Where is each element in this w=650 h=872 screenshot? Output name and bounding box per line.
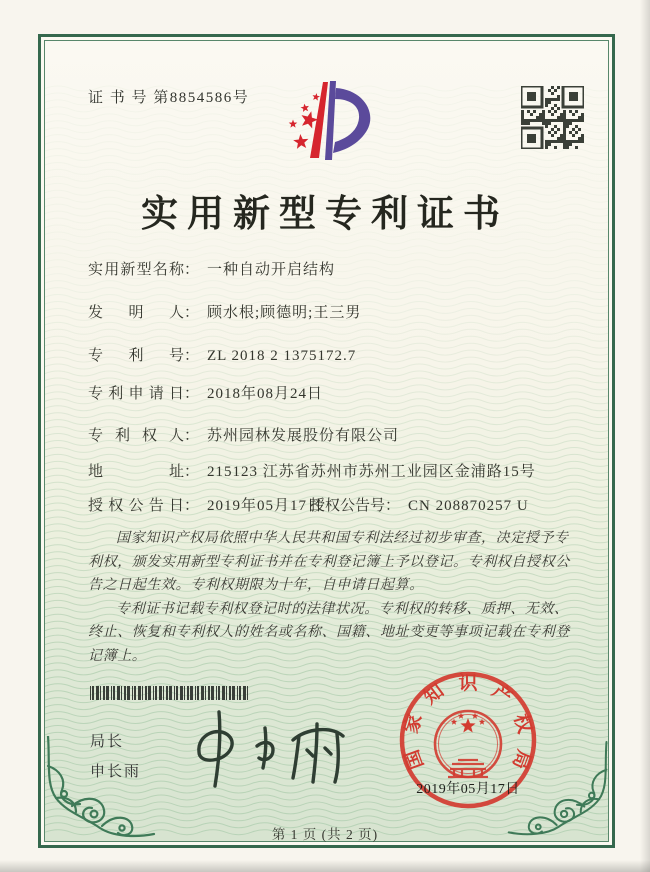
field-label: 发明人 (88, 305, 184, 321)
field-value: 苏州园林发展股份有限公司 (207, 428, 400, 444)
field-value: 215123 江苏省苏州市苏州工业园区金浦路15号 (207, 464, 536, 480)
field-row-patent-no (88, 344, 356, 365)
field-label: 授权公告号 (310, 498, 386, 514)
field-label: 授权公告日 (88, 498, 184, 514)
signer-name: 申长雨 (90, 764, 142, 780)
field-colon: ： (184, 386, 200, 402)
field-row-filing-date (88, 382, 323, 403)
page-footer: 第 1 页 (共 2 页) (271, 827, 379, 842)
legal-paragraph-1: 国家知识产权局依照中华人民共和国专利法经过初步审查，决定授予专利权，颁发实用新型专利证书并在专利登记簿上予以登记。专利权自授权公告之日起生效。专利权期限为十年，自申请日起算。 (88, 531, 570, 593)
svg-text:家: 家 (401, 711, 427, 736)
field-row-grant-no (310, 494, 529, 515)
field-row-address (88, 460, 536, 481)
scan-edge-shadow (640, 0, 650, 872)
svg-text:知: 知 (420, 680, 449, 709)
field-colon: ： (184, 305, 200, 321)
seal-date: 2019年05月17日 (416, 782, 520, 797)
field-colon: ： (184, 262, 200, 278)
svg-text:产: 产 (487, 680, 516, 709)
field-row-patentee (88, 424, 399, 445)
field-label: 专利申请日 (88, 386, 184, 402)
svg-text:国: 国 (401, 746, 429, 772)
field-colon: ： (184, 428, 200, 444)
field-value: 顾水根;顾德明;王三男 (207, 305, 362, 321)
svg-text:局: 局 (507, 746, 535, 772)
qr-code (521, 86, 584, 149)
legal-text (88, 527, 580, 668)
svg-text:权: 权 (509, 711, 535, 736)
field-label: 实用新型名称 (88, 262, 184, 278)
field-label: 专利号 (88, 348, 184, 364)
field-value: CN 208870257 U (408, 498, 529, 514)
field-value: 2018年08月24日 (207, 386, 324, 402)
field-value: 2019年05月17日 (207, 498, 324, 514)
field-label: 专利权人 (88, 428, 184, 444)
cnipa-logo-icon (266, 80, 398, 164)
field-value: 一种自动开启结构 (207, 262, 336, 278)
scan-edge-shadow (0, 860, 650, 872)
field-value: ZL 2018 2 1375172.7 (207, 348, 357, 364)
certificate-title: 实用新型专利证书 (141, 194, 509, 235)
field-row-grant-date (88, 494, 323, 515)
field-colon: ： (184, 464, 200, 480)
field-row-inventors (88, 301, 361, 322)
barcode (90, 686, 252, 700)
field-row-name (88, 258, 335, 279)
legal-paragraph-2: 专利证书记载专利权登记时的法律状况。专利权的转移、质押、无效、终止、恢复和专利权人的姓名或名称、国籍、地址变更等事项记载在专利登记簿上。 (88, 601, 570, 664)
certificate-number: 证 书 号 第8854586号 (88, 90, 250, 106)
svg-text:识: 识 (458, 673, 478, 694)
field-colon: ： (184, 498, 200, 514)
field-label: 地址 (88, 464, 184, 480)
director-signature (185, 706, 350, 791)
signer-title: 局长 (90, 734, 125, 750)
field-colon: ： (184, 348, 200, 364)
field-colon: ： (385, 498, 401, 514)
